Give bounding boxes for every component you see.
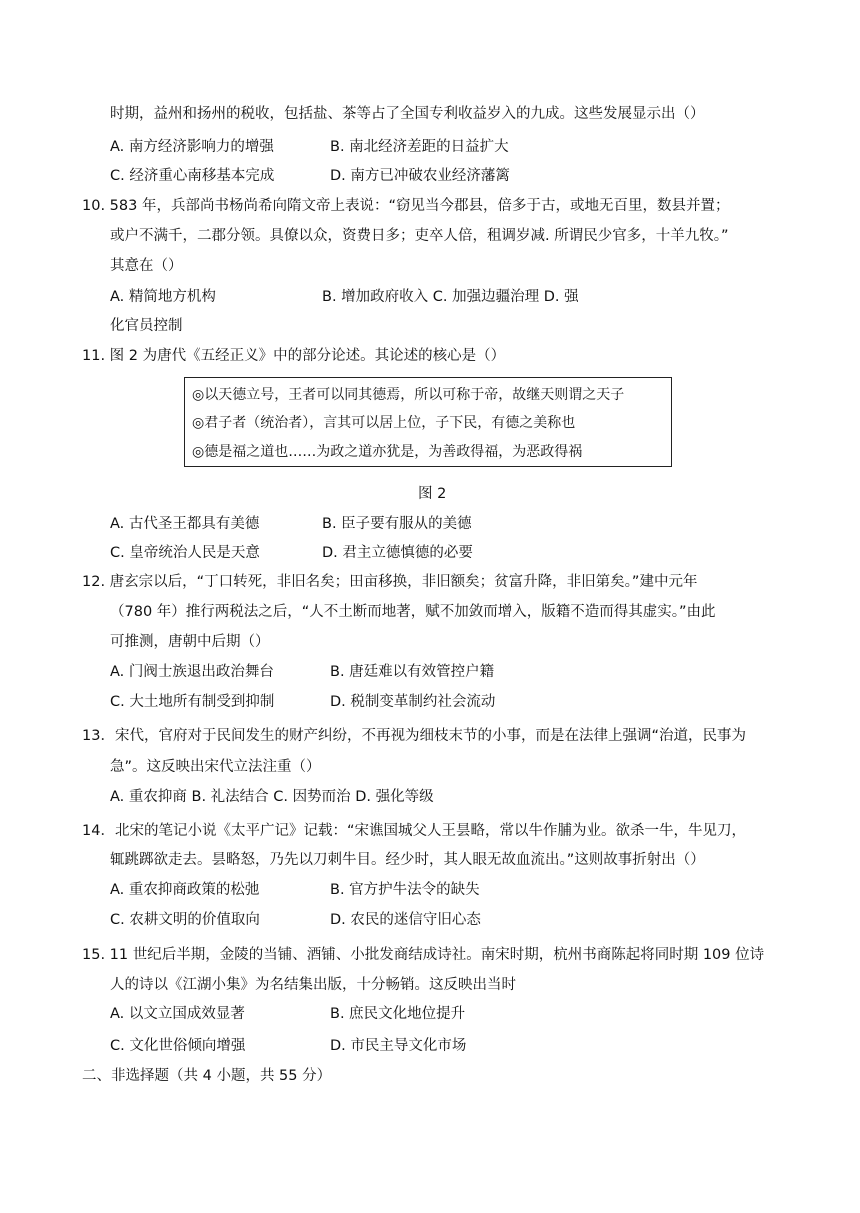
- q12-stem-line3: 可推测，唐朝中后期（）: [110, 634, 270, 650]
- q10-stem-line3: 其意在（）: [110, 258, 183, 274]
- q15-option-d: D. 市民主导文化市场: [330, 1038, 467, 1054]
- q12-option-b: B. 唐廷难以有效管控户籍: [330, 664, 495, 680]
- q9-option-d: D. 南方已冲破农业经济藩篱: [330, 168, 510, 184]
- q11-option-a: A. 古代圣王都具有美德: [110, 516, 260, 532]
- section-2-heading: 二、非选择题（共 4 小题，共 55 分）: [82, 1068, 332, 1084]
- q11-option-d: D. 君主立德慎德的必要: [322, 545, 473, 561]
- q15-option-b: B. 庶民文化地位提升: [330, 1006, 466, 1022]
- q14-stem-line2: 辄跳踯欲走去。昙略怒，乃先以刀刺牛目。经少时，其人眼无故血流出。”这则故事折射出（）: [110, 852, 705, 868]
- q12-option-c: C. 大土地所有制受到抑制: [110, 694, 275, 710]
- q10-option-a: A. 精简地方机构: [110, 289, 216, 305]
- q15-stem-line2: 人的诗以《江湖小集》为名结集出版，十分畅销。这反映出当时: [110, 977, 516, 993]
- q10-option-d-continued: 化官员控制: [110, 318, 183, 334]
- q14-stem-line1: 14．北宋的笔记小说《太平广记》记载：“宋谯国城父人王昙略，常以牛作脯为业。欲杀一牛，牛见刀，: [82, 823, 746, 839]
- q11-option-c: C. 皇帝统治人民是天意: [110, 545, 260, 561]
- q15-option-a: A. 以文立国成效显著: [110, 1006, 245, 1022]
- q9-option-a: A. 南方经济影响力的增强: [110, 139, 274, 155]
- q9-stem-continued: 时期，益州和扬州的税收，包括盐、茶等占了全国专利收益岁入的九成。这些发展显示出（）: [110, 106, 705, 122]
- figure-2-caption: 图 2: [418, 486, 447, 502]
- q10-options-bcd: B. 增加政府收入 C. 加强边疆治理 D. 强: [322, 289, 579, 305]
- q15-option-c: C. 文化世俗倾向增强: [110, 1038, 246, 1054]
- q15-stem-line1: 15. 11 世纪后半期，金陵的当铺、酒铺、小批发商结成诗社。南宋时期，杭州书商陈起将同时期 109 位诗: [82, 947, 765, 963]
- q11-option-b: B. 臣子要有服从的美德: [322, 516, 472, 532]
- q12-stem-line2: （780 年）推行两税法之后，“人不土断而地著，赋不加敛而增入，版籍不造而得其虚实。”由此: [110, 604, 716, 620]
- q9-option-b: B. 南北经济差距的日益扩大: [330, 139, 509, 155]
- q12-stem-line1: 12. 唐玄宗以后，“丁口转死，非旧名矣；田亩移换，非旧额矣；贫富升降，非旧第矣。”建中元年: [82, 574, 698, 590]
- figure-2-quote-box: [184, 377, 672, 467]
- q11-stem: 11. 图 2 为唐代《五经正义》中的部分论述。其论述的核心是（）: [82, 348, 506, 364]
- q14-option-a: A. 重农抑商政策的松弛: [110, 882, 260, 898]
- figure-2-line-3: ◎德是福之道也……为政之道亦犹是，为善政得福，为恶政得祸: [192, 444, 583, 460]
- q14-option-d: D. 农民的迷信守旧心态: [330, 912, 481, 928]
- q10-stem-line1: 10. 583 年，兵部尚书杨尚希向隋文帝上表说：“窃见当今郡县，倍多于古，或地无百里，数县并置；: [82, 198, 730, 214]
- q14-option-c: C. 农耕文明的价值取向: [110, 912, 260, 928]
- q13-stem-line2: 急”。这反映出宋代立法注重（）: [110, 759, 321, 775]
- q14-option-b: B. 官方护牛法令的缺失: [330, 882, 480, 898]
- figure-2-line-1: ◎以天德立号，王者可以同其德焉，所以可称于帝，故继天则谓之天子: [192, 387, 625, 403]
- q12-option-d: D. 税制变革制约社会流动: [330, 694, 496, 710]
- q10-stem-line2: 或户不满千，二郡分领。具僚以众，资费日多；吏卒人倍，租调岁减. 所谓民少官多，十羊九牧。”: [110, 228, 729, 244]
- q12-option-a: A. 门阀士族退出政治舞台: [110, 664, 274, 680]
- figure-2-line-2: ◎君子者（统治者），言其可以居上位，子下民，有德之美称也: [192, 415, 576, 431]
- q13-stem-line1: 13．宋代，官府对于民间发生的财产纠纷，不再视为细枝末节的小事，而是在法律上强调“治道，民事为: [82, 728, 746, 744]
- q13-options: A. 重农抑商 B. 礼法结合 C. 因势而治 D. 强化等级: [110, 789, 434, 805]
- q9-option-c: C. 经济重心南移基本完成: [110, 168, 275, 184]
